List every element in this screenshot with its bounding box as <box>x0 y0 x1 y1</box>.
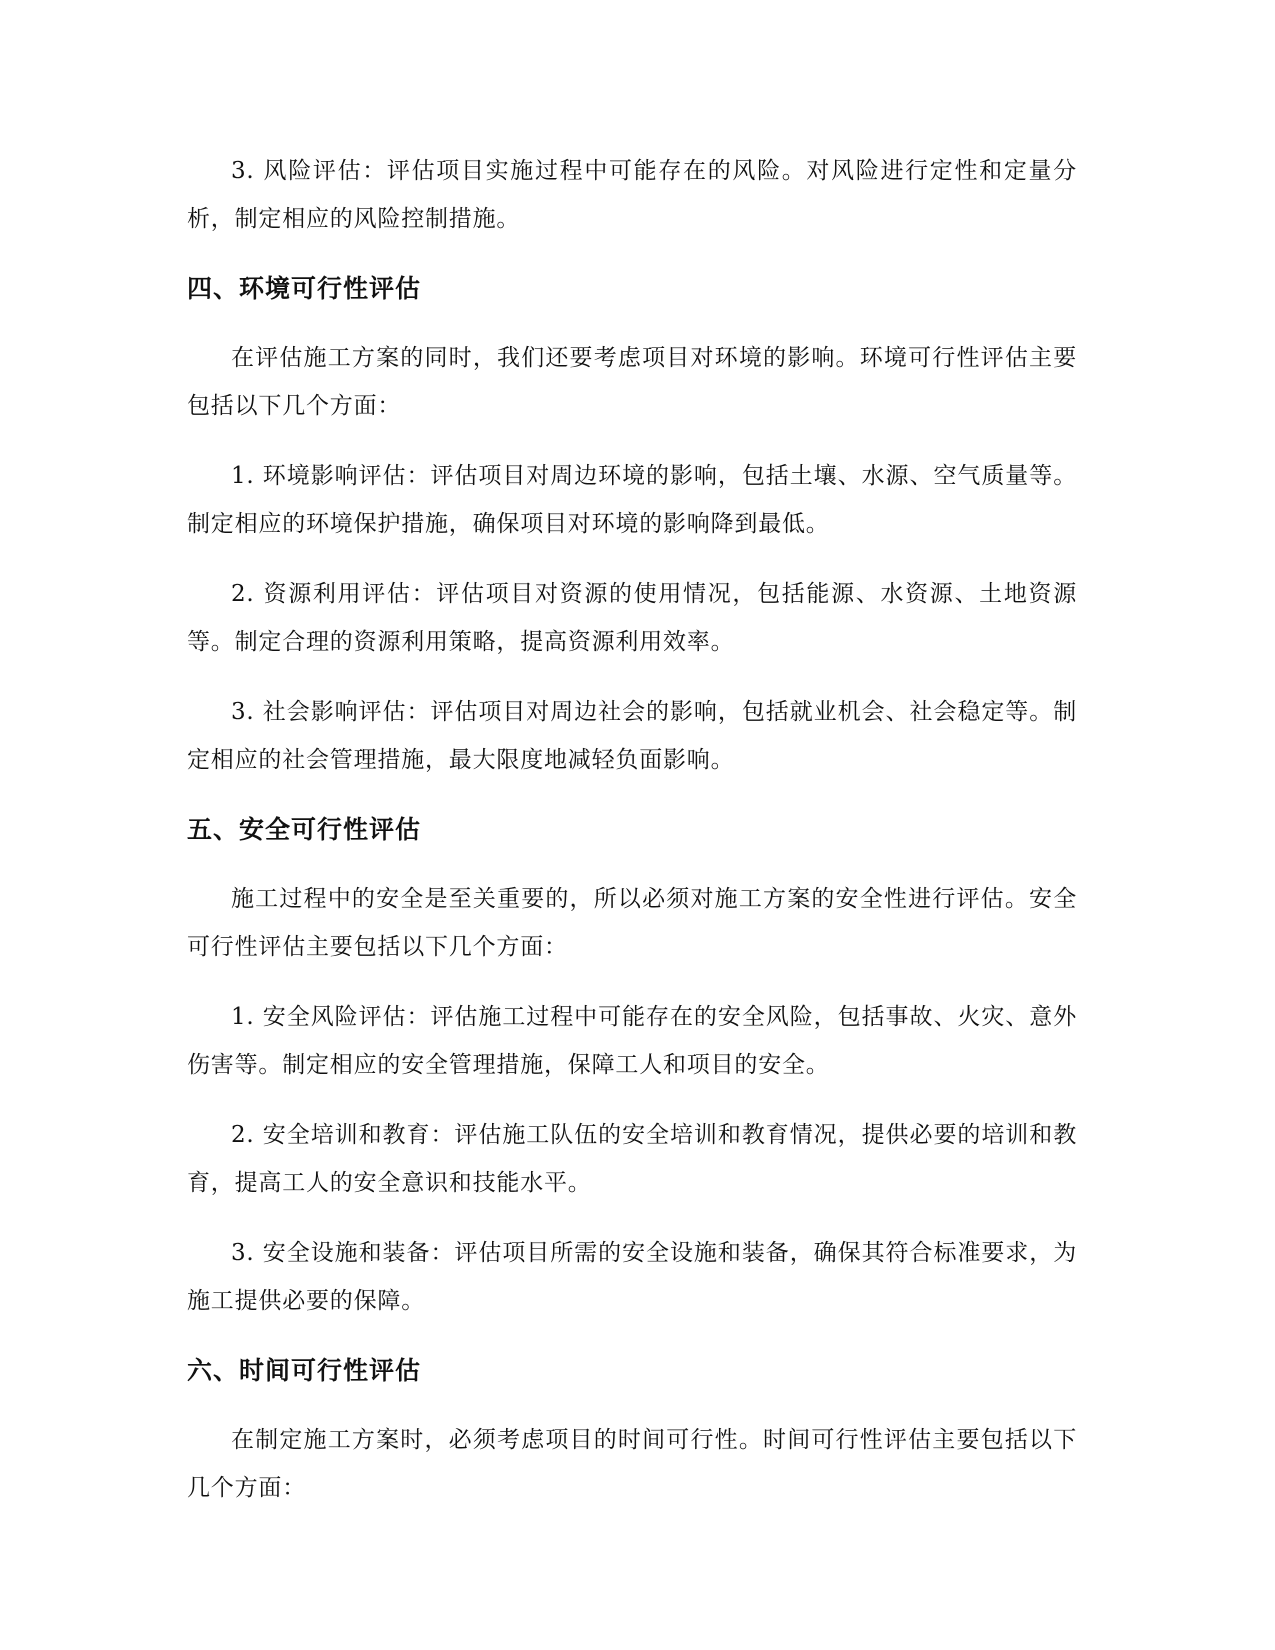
paragraph-social-impact: 3. 社会影响评估：评估项目对周边社会的影响，包括就业机会、社会稳定等。制定相应的社会管理措施，最大限度地减轻负面影响。 <box>187 699 1077 773</box>
paragraph-resource-utilization: 2. 资源利用评估：评估项目对资源的使用情况，包括能源、水资源、土地资源等。制定合理的资源利用策略，提高资源利用效率。 <box>187 581 1077 655</box>
paragraph-safety-training: 2. 安全培训和教育：评估施工队伍的安全培训和教育情况，提供必要的培训和教育，提高工人的安全意识和技能水平。 <box>187 1122 1077 1196</box>
paragraph-environmental-impact: 1. 环境影响评估：评估项目对周边环境的影响，包括土壤、水源、空气质量等。制定相应的环境保护措施，确保项目对环境的影响降到最低。 <box>187 463 1077 537</box>
paragraph-safety-risk: 1. 安全风险评估：评估施工过程中可能存在的安全风险，包括事故、火灾、意外伤害等。制定相应的安全管理措施，保障工人和项目的安全。 <box>187 1004 1077 1078</box>
heading-time-feasibility: 六、时间可行性评估 <box>187 1356 422 1385</box>
paragraph-safety-equipment: 3. 安全设施和装备：评估项目所需的安全设施和装备，确保其符合标准要求，为施工提供必要的保障。 <box>187 1240 1077 1314</box>
paragraph-time-intro: 在制定施工方案时，必须考虑项目的时间可行性。时间可行性评估主要包括以下几个方面： <box>187 1427 1077 1501</box>
paragraph-environmental-intro: 在评估施工方案的同时，我们还要考虑项目对环境的影响。环境可行性评估主要包括以下几个方面： <box>187 345 1077 419</box>
paragraph-risk-assessment: 3. 风险评估：评估项目实施过程中可能存在的风险。对风险进行定性和定量分析，制定相应的风险控制措施。 <box>187 158 1077 232</box>
heading-safety-feasibility: 五、安全可行性评估 <box>187 815 422 844</box>
document-page <box>187 147 1077 1534</box>
heading-environmental-feasibility: 四、环境可行性评估 <box>187 274 422 303</box>
paragraph-safety-intro: 施工过程中的安全是至关重要的，所以必须对施工方案的安全性进行评估。安全可行性评估主要包括以下几个方面： <box>187 886 1077 960</box>
